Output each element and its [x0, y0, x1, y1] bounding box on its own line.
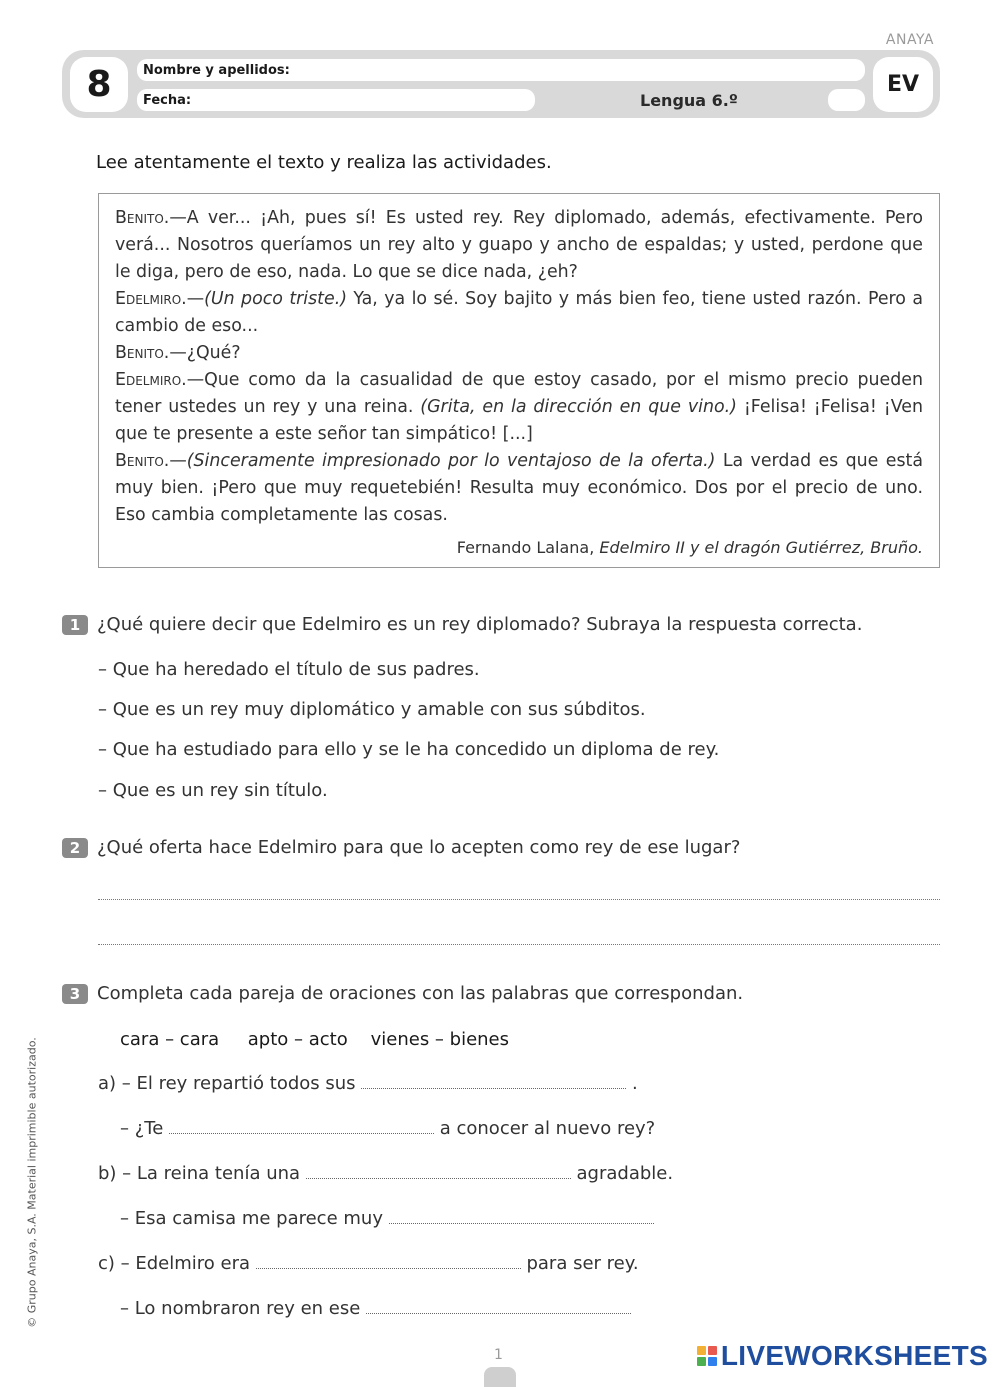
dialogue: La verdad es que está muy bien. ¡Pero que muy requetebién! Resulta muy económico. Dos por el precio de uno. Eso cambia completamente las cosas. [115, 451, 923, 525]
sentence-a2 [120, 1118, 655, 1139]
question-text: Completa cada pareja de oraciones con las palabras que correspondan. [97, 983, 744, 1004]
publisher-logo: ANAYA [885, 32, 934, 48]
question-3 [62, 983, 743, 1004]
stage-direction: (Un poco triste.) [204, 289, 348, 309]
subject-label: Lengua 6.º [640, 91, 738, 110]
instruction: Lee atentamente el texto y realiza las actividades. [96, 152, 552, 173]
sentence-c1 [98, 1253, 639, 1274]
source-title: Edelmiro II y el dragón Gutiérrez, Bruño. [599, 538, 923, 557]
passage-paragraph [115, 340, 923, 367]
blank[interactable] [366, 1299, 631, 1314]
date-field[interactable] [137, 89, 535, 111]
sentence-text: c) – Edelmiro era [98, 1253, 256, 1274]
sentence-text: para ser rey. [520, 1253, 639, 1274]
dialogue: —¿Qué? [169, 343, 241, 363]
sentence-b1 [98, 1163, 673, 1184]
answer-line[interactable] [98, 898, 940, 900]
dialogue: ¡Felisa! ¡Felisa! ¡Ven que te presente a este señor tan simpático! [...] [115, 397, 923, 444]
passage-source [115, 534, 923, 561]
logo-square [708, 1346, 717, 1355]
name-label: Nombre y apellidos: [143, 62, 290, 78]
liveworksheets-icon [697, 1346, 717, 1366]
speaker: Benito. [115, 343, 170, 363]
sentence-text: b) – La reina tenía una [98, 1163, 306, 1184]
blank[interactable] [256, 1254, 521, 1269]
sentence-text: – ¿Te [120, 1118, 170, 1139]
sentence-c2 [120, 1298, 631, 1319]
speaker: Edelmiro. [115, 289, 187, 309]
speaker: Edelmiro. [115, 370, 187, 390]
blank[interactable] [306, 1164, 571, 1179]
stage-direction: (Sinceramente impresionado por lo ventajoso de la oferta.) [186, 451, 716, 471]
date-label: Fecha: [143, 92, 192, 108]
sentence-text: a) – El rey repartió todos sus [98, 1073, 362, 1094]
sentence-text: a conocer al nuevo rey? [434, 1118, 656, 1139]
passage-paragraph [115, 286, 923, 340]
dash: — [186, 289, 205, 309]
blank[interactable] [169, 1119, 434, 1134]
question-text: ¿Qué quiere decir que Edelmiro es un rey diplomado? Subraya la respuesta correcta. [97, 614, 863, 635]
blank[interactable] [389, 1209, 654, 1224]
logo-square [708, 1357, 717, 1366]
blank[interactable] [361, 1074, 626, 1089]
option-2[interactable]: – Que es un rey muy diplomático y amable con sus súbditos. [98, 699, 646, 720]
page-tab [484, 1367, 516, 1387]
option-1[interactable]: – Que ha heredado el título de sus padres. [98, 659, 480, 680]
grade-field[interactable] [828, 89, 865, 111]
logo-square [697, 1346, 706, 1355]
dash: — [169, 451, 187, 471]
sentence-b2 [120, 1208, 654, 1229]
page-number: 1 [494, 1347, 503, 1363]
stage-direction: (Grita, en la dirección en que vino.) [420, 397, 737, 417]
word-pairs: cara – cara apto – acto vienes – bienes [120, 1029, 510, 1050]
question-number: 1 [62, 615, 88, 635]
copyright-notice: © Grupo Anaya, S.A. Material imprimible autorizado. [25, 1037, 39, 1328]
question-1 [62, 614, 862, 635]
passage-paragraph [115, 367, 923, 448]
sentence-a1 [98, 1073, 638, 1094]
sentence-text: . [626, 1073, 638, 1094]
name-field[interactable] [137, 59, 865, 81]
question-text: ¿Qué oferta hace Edelmiro para que lo acepten como rey de ese lugar? [97, 837, 741, 858]
speaker: Benito. [115, 208, 170, 228]
sentence-text: agradable. [570, 1163, 674, 1184]
option-4[interactable]: – Que es un rey sin título. [98, 780, 328, 801]
dialogue: —Que como da la casualidad de que estoy casado, por el mismo precio pueden tener ustedes un rey y una reina. [115, 370, 923, 417]
reading-passage [98, 193, 940, 568]
passage-paragraph [115, 448, 923, 529]
sentence-text: – Esa camisa me parece muy [120, 1208, 389, 1229]
question-2 [62, 837, 740, 858]
speaker: Benito. [115, 451, 170, 471]
sentence-text: – Lo nombraron rey en ese [120, 1298, 367, 1319]
logo-square [697, 1357, 706, 1366]
brand-name: LIVEWORKSHEETS [720, 1340, 988, 1371]
liveworksheets-logo[interactable] [697, 1340, 988, 1372]
answer-line[interactable] [98, 943, 940, 945]
ev-badge: EV [873, 57, 933, 112]
passage-paragraph [115, 205, 923, 286]
question-number: 2 [62, 838, 88, 858]
dialogue: Ya, ya lo sé. Soy bajito y más bien feo, tiene usted razón. Pero a cambio de eso... [115, 289, 923, 336]
unit-number: 8 [70, 57, 128, 112]
question-number: 3 [62, 984, 88, 1004]
dialogue: —A ver... ¡Ah, pues sí! Es usted rey. Rey diplomado, además, efectivamente. Pero verá... Nosotros queríamos un rey alto y guapo y ancho de espaldas; y usted, perdone que le diga, pero de eso, nada. Lo que se dice nada, ¿eh? [115, 208, 923, 282]
option-3[interactable]: – Que ha estudiado para ello y se le ha concedido un diploma de rey. [98, 739, 720, 760]
source-author: Fernando Lalana, [456, 538, 600, 557]
